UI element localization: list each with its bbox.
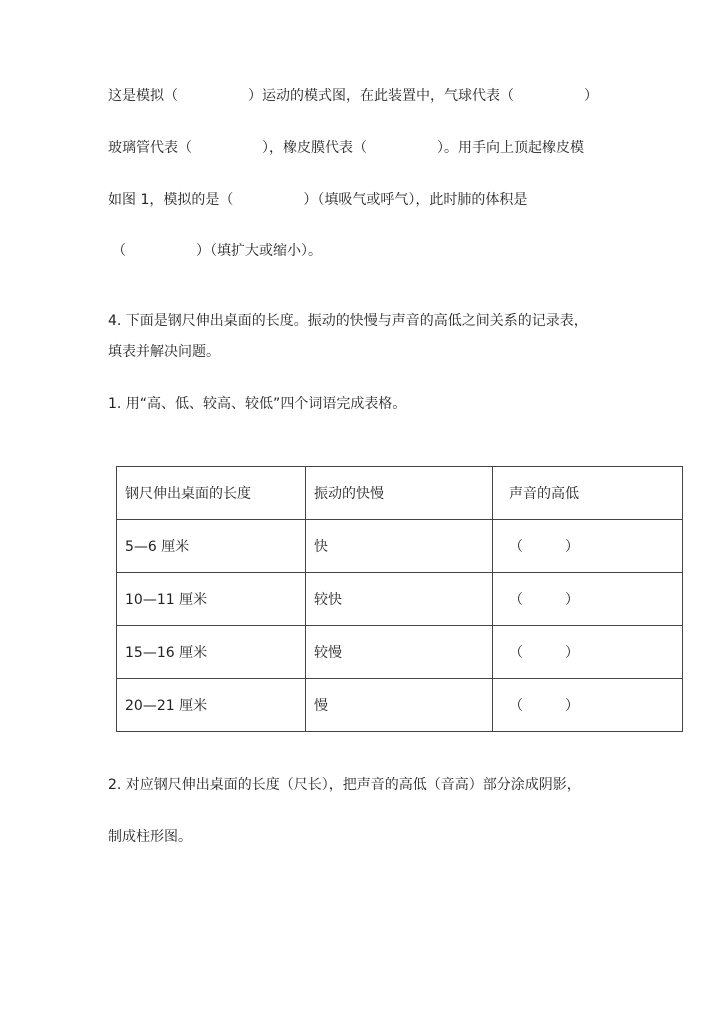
vibration-cell: 较快 — [306, 573, 493, 626]
question-4-line-2: 填表并解决问题。 — [108, 344, 220, 360]
paragraph-line-3: 如图 1，模拟的是（ ）（填吸气或呼气），此时肺的体积是 — [108, 192, 528, 208]
pitch-blank-cell[interactable]: （ ） — [493, 679, 683, 732]
paragraph-line-4: （ ）（填扩大或缩小）。 — [112, 243, 322, 259]
pitch-blank-cell[interactable]: （ ） — [493, 520, 683, 573]
table-header-cell: 声音的高低 — [493, 467, 683, 520]
length-cell: 5—6 厘米 — [117, 520, 306, 573]
pitch-blank-cell[interactable]: （ ） — [493, 573, 683, 626]
vibration-cell: 较慢 — [306, 626, 493, 679]
table-header-cell: 振动的快慢 — [306, 467, 493, 520]
length-cell: 15—16 厘米 — [117, 626, 306, 679]
table-header-cell: 钢尺伸出桌面的长度 — [117, 467, 306, 520]
vibration-cell: 慢 — [306, 679, 493, 732]
paragraph-line-2: 玻璃管代表（ ），橡皮膜代表（ ）。用手向上顶起橡皮模 — [108, 140, 584, 156]
question-4-line-1: 4. 下面是钢尺伸出桌面的长度。振动的快慢与声音的高低之间关系的记录表， — [108, 313, 588, 329]
table-row — [117, 626, 683, 679]
record-table — [116, 466, 683, 732]
table-row — [117, 520, 683, 573]
table-header-row — [117, 467, 683, 520]
subquestion-1: 1. 用“高、低、较高、较低”四个词语完成表格。 — [108, 396, 407, 412]
subquestion-2-line-1: 2. 对应钢尺伸出桌面的长度（尺长），把声音的高低（音高）部分涂成阴影， — [108, 777, 581, 793]
table-row — [117, 679, 683, 732]
pitch-blank-cell[interactable]: （ ） — [493, 626, 683, 679]
length-cell: 10—11 厘米 — [117, 573, 306, 626]
vibration-cell: 快 — [306, 520, 493, 573]
length-cell: 20—21 厘米 — [117, 679, 306, 732]
table-row — [117, 573, 683, 626]
subquestion-2-line-2: 制成柱形图。 — [108, 829, 192, 845]
paragraph-line-1: 这是模拟（ ）运动的模式图，在此装置中，气球代表（ ） — [108, 88, 598, 104]
